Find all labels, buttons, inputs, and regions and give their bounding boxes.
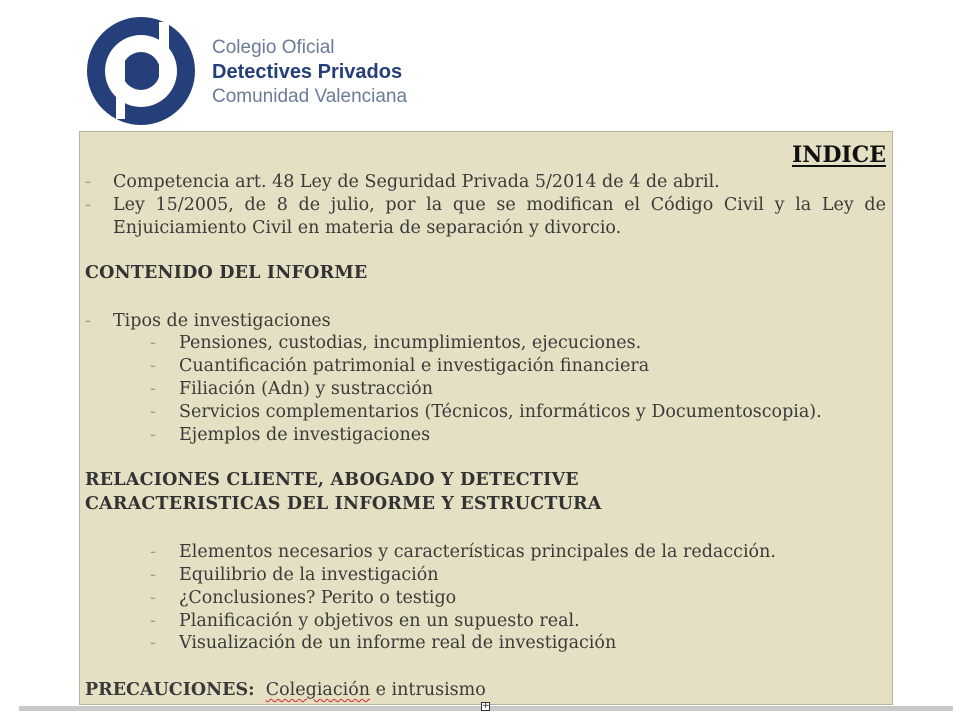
report-text-1: Elementos necesarios y características principales de la redacción. bbox=[179, 542, 776, 562]
bullet-dash: - bbox=[150, 425, 156, 445]
type-text-4: Servicios complementarios (Técnicos, informáticos y Documentoscopia). bbox=[179, 402, 822, 422]
section-contenido: CONTENIDO DEL INFORME bbox=[85, 263, 368, 283]
logo-line-1: Colegio Oficial bbox=[212, 37, 335, 58]
logo-mark-icon bbox=[86, 16, 196, 126]
bullet-dash: - bbox=[150, 379, 156, 399]
section-caracteristicas: CARACTERISTICAS DEL INFORME Y ESTRUCTURA bbox=[85, 494, 602, 514]
type-text-2: Cuantificación patrimonial e investigación financiera bbox=[179, 356, 650, 376]
intro-text-3: Enjuiciamiento Civil en materia de separación y divorcio. bbox=[113, 218, 622, 238]
bullet-dash: - bbox=[85, 195, 91, 215]
report-text-4: Planificación y objetivos en un supuesto real. bbox=[179, 611, 580, 631]
bullet-dash: - bbox=[85, 172, 91, 192]
scroll-handle-icon[interactable]: + bbox=[482, 701, 490, 711]
report-text-5: Visualización de un informe real de investigación bbox=[179, 633, 617, 653]
logo bbox=[86, 16, 416, 128]
bullet-dash: - bbox=[150, 333, 156, 353]
logo-text bbox=[212, 36, 407, 109]
index-title: INDICE bbox=[791, 142, 886, 168]
type-text-5: Ejemplos de investigaciones bbox=[179, 425, 431, 445]
intro-text-2: Ley 15/2005, de 8 de julio, por la que se modifican el Código Civil y la Ley de bbox=[113, 195, 886, 215]
precautions-text bbox=[85, 679, 486, 702]
logo-line-2: Detectives Privados bbox=[212, 61, 403, 83]
type-text-3: Filiación (Adn) y sustracción bbox=[179, 379, 433, 399]
precautions-rest: e intrusismo bbox=[370, 680, 486, 700]
bullet-dash: - bbox=[150, 356, 156, 376]
bullet-dash: - bbox=[85, 311, 91, 331]
report-text-3: ¿Conclusiones? Perito o testigo bbox=[179, 588, 457, 608]
intro-text-1: Competencia art. 48 Ley de Seguridad Privada 5/2014 de 4 de abril. bbox=[113, 172, 720, 192]
section-relaciones: RELACIONES CLIENTE, ABOGADO Y DETECTIVE bbox=[85, 470, 579, 490]
type-text-1: Pensiones, custodias, incumplimientos, ejecuciones. bbox=[179, 333, 642, 353]
types-label: Tipos de investigaciones bbox=[113, 311, 331, 331]
bullet-dash: - bbox=[150, 565, 156, 585]
report-text-2: Equilibrio de la investigación bbox=[179, 565, 439, 585]
index-slide bbox=[79, 131, 893, 705]
bullet-dash: - bbox=[150, 542, 156, 562]
logo-line-3: Comunidad Valenciana bbox=[212, 86, 408, 107]
precautions-word: Colegiación bbox=[265, 680, 371, 700]
bullet-dash: - bbox=[150, 588, 156, 608]
bullet-dash: - bbox=[150, 633, 156, 653]
bullet-dash: - bbox=[150, 611, 156, 631]
precautions-label: PRECAUCIONES: bbox=[85, 680, 255, 700]
bullet-dash: - bbox=[150, 402, 156, 422]
